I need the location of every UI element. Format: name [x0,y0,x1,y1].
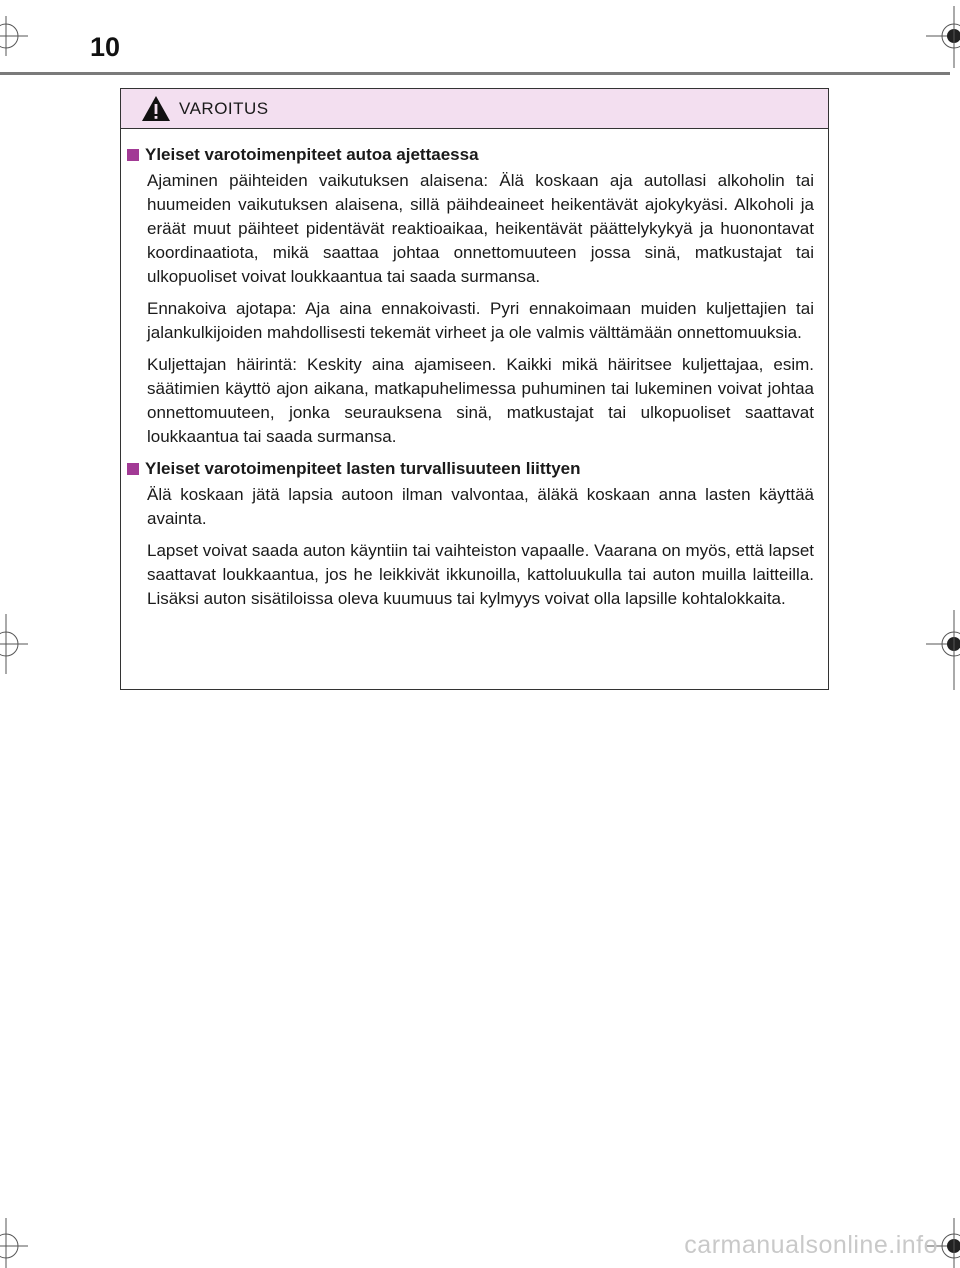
square-bullet-icon [127,463,139,475]
header-rule [0,72,950,75]
warning-body [121,129,828,611]
warning-box [120,88,829,690]
paragraph: Ennakoiva ajotapa: Aja aina ennakoivasti. Pyri ennakoimaan muiden kuljettajien tai jalankulkijoiden mahdollisesti tekemät virheet ja ole valmis välttämään onnettomuuksia. [147,299,814,342]
paragraph: Lapset voivat saada auton käyntiin tai vaihteiston vapaalle. Vaarana on myös, että lapset saattavat loukkaantua, jos he leikkivät ikkunoilla, kattoluukulla tai auton muilla laitteilla. Lisäksi auton sisätiloissa oleva kuumuus tai kylmyys voivat olla lapsille kohtalokkaita. [147,541,814,608]
warning-header [121,89,828,129]
section-heading [127,143,814,167]
warning-title: VAROITUS [179,98,269,118]
paragraph: Ajaminen päihteiden vaikutuksen alaisena: Älä koskaan aja autollasi alkoholin tai huumeiden vaikutuksen alaisena, sillä päihdeaineet heikentävät ajokykyäsi. Alkoholi ja eräät muut päihteet pidentävät reaktioaikaa, heikentävät päättelykykyä ja huonontavat koordinaatiota, mikä saattaa johtaa onnettomuuteen jossa sinä, matkustajat tai ulkopuoliset voivat loukkaantua tai saada surmansa. [147,171,814,286]
crop-mark-mid-right-icon [926,610,960,690]
page-number: 10 [90,32,121,62]
section-driving [127,143,814,449]
section-children [127,457,814,611]
crop-mark-top-right-icon [926,6,960,68]
paragraph: Älä koskaan jätä lapsia autoon ilman valvontaa, äläkä koskaan anna lasten käyttää avainta. [147,485,814,528]
warning-triangle-icon [141,95,171,122]
square-bullet-icon [127,149,139,161]
section-heading-text: Yleiset varotoimenpiteet autoa ajettaessa [145,145,479,164]
crop-mark-mid-left-icon [0,614,30,674]
section-heading-text: Yleiset varotoimenpiteet lasten turvallisuuteen liittyen [145,459,581,478]
paragraph: Kuljettajan häirintä: Keskity aina ajamiseen. Kaikki mikä häiritsee kuljettajaa, esim. säätimien käyttö ajon aikana, matkapuhelimessa puhuminen tai lukeminen voivat johtaa onnettomuuteen, jonka seurauksena sinä, matkustajat tai ulkopuoliset saattavat loukkaantua tai saada surmansa. [147,355,814,446]
watermark: carmanualsonline.info [684,1231,938,1259]
section-heading [127,457,814,481]
crop-mark-top-left-icon [0,16,30,56]
crop-mark-bottom-left-icon [0,1218,30,1268]
